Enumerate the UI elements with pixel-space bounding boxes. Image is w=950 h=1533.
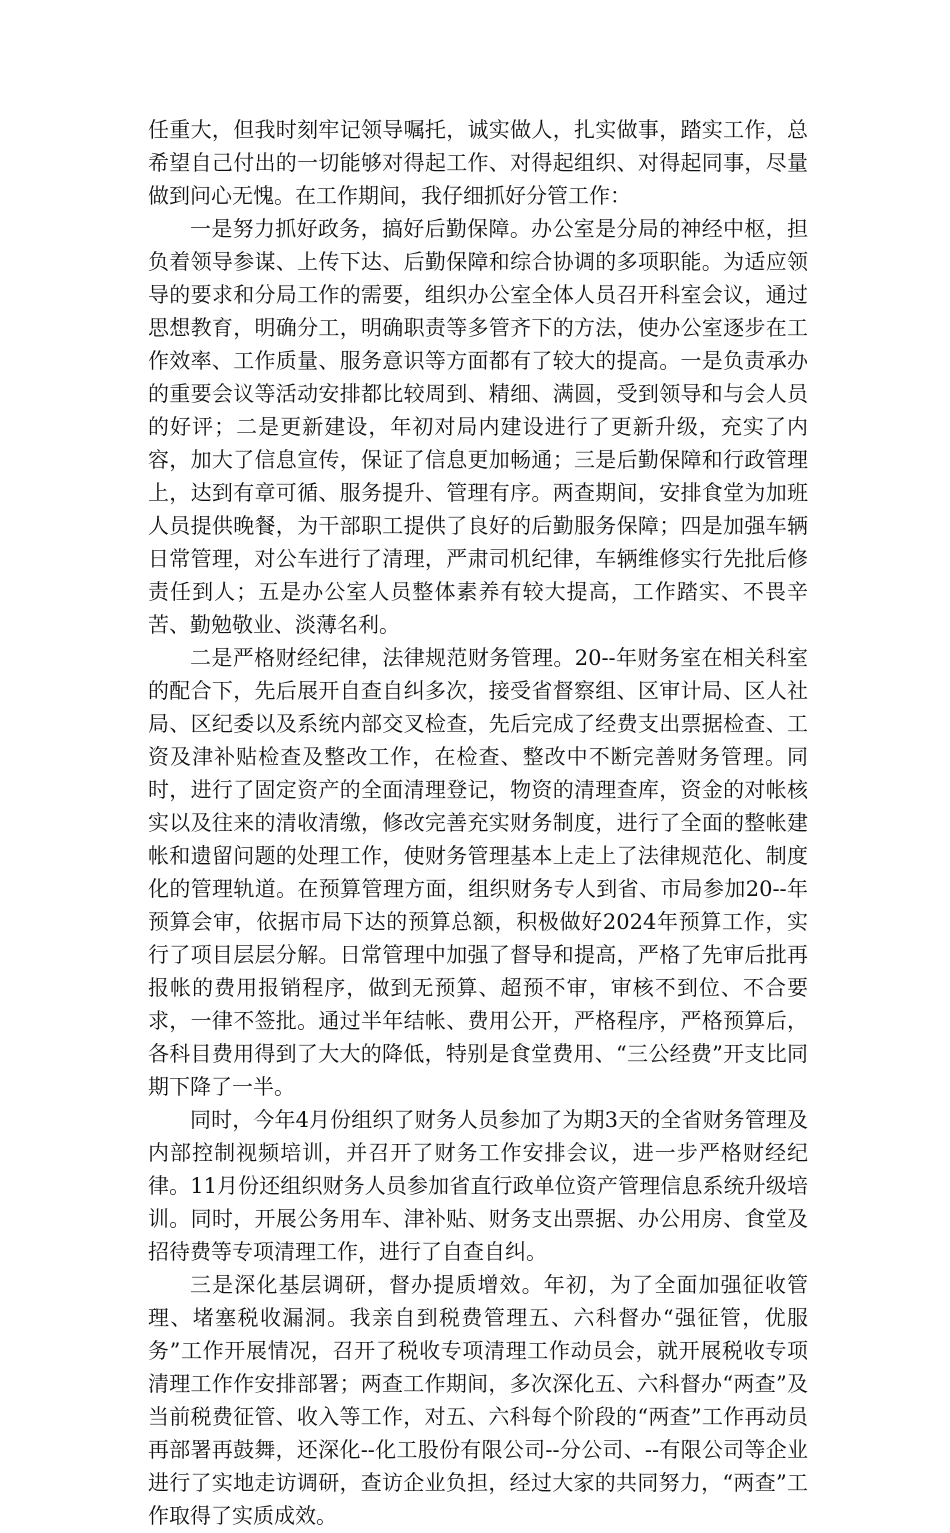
paragraph-grassroots-research: 三是深化基层调研，督办提质增效。年初，为了全面加强征收管理、堵塞税收漏洞。我亲自到税费管理五、六科督办“强征管，优服务”工作开展情况，召开了税收专项清理工作动员会，就开展税收专项清理工作作安排部署；两查工作期间，多次深化五、六科督办“两查”及当前税费征管、收入等工作，对五、六科每个阶段的“两查”工作再动员再部署再鼓舞，还深化--化工股份有限公司--分公司、--有限公司等企业进行了实地走访调研，查访企业负担，经过大家的共同努力，“两查”工作取得了实质成效。 (148, 1273, 808, 1528)
paragraph-office-work: 一是努力抓好政务，搞好后勤保障。办公室是分局的神经中枢，担负着领导参谋、上传下达、后勤保障和综合协调的多项职能。为适应领导的要求和分局工作的需要，组织办公室全体人员召开科室会议，通过思想教育，明确分工，明确职责等多管齐下的方法，使办公室逐步在工作效率、工作质量、服务意识等方面都有了较大的提高。一是负责承办的重要会议等活动安排都比较周到、精细、满圆，受到领导和与会人员的好评；二是更新建设，年初对局内建设进行了更新升级，充实了内容，加大了信息宣传，保证了信息更加畅通；三是后勤保障和行政管理上，达到有章可循、服务提升、管理有序。两查期间，安排食堂为加班人员提供晚餐，为干部职工提供了良好的后勤服务保障；四是加强车辆日常管理，对公车进行了清理，严肃司机纪律，车辆维修实行先批后修责任到人；五是办公室人员整体素养有较大提高，工作踏实、不畏辛苦、勤勉敬业、淡薄名利。 (148, 217, 808, 637)
paragraph-finance-discipline: 二是严格财经纪律，法律规范财务管理。20--年财务室在相关科室的配合下，先后展开自查自纠多次，接受省督察组、区审计局、区人社局、区纪委以及系统内部交叉检查，先后完成了经费支出票据检查、工资及津补贴检查及整改工作，在检查、整改中不断完善财务管理。同时，进行了固定资产的全面清理登记，物资的清理查库，资金的对帐核实以及往来的清收清缴，修改完善充实财务制度，进行了全面的整帐建帐和遗留问题的处理工作，使财务管理基本上走上了法律规范化、制度化的管理轨道。在预算管理方面，组织财务专人到省、市局参加20--年预算会审，依据市局下达的预算总额，积极做好2024年预算工作，实行了项目层层分解。日常管理中加强了督导和提高，严格了先审后批再报帐的费用报销程序，做到无预算、超预不审，审核不到位、不合要求，一律不签批。通过半年结帐、费用公开，严格程序，严格预算后，各科目费用得到了大大的降低，特别是食堂费用、“三公经费”开支比同期下降了一半。 (148, 646, 808, 1099)
paragraph-intro: 任重大，但我时刻牢记领导嘱托，诚实做人，扎实做事，踏实工作，总希望自己付出的一切能够对得起工作、对得起组织、对得起同事，尽量做到问心无愧。在工作期间，我仔细抓好分管工作： (148, 118, 808, 208)
document-body (148, 114, 808, 1533)
paragraph-finance-training: 同时，今年4月份组织了财务人员参加了为期3天的全省财务管理及内部控制视频培训，并召开了财务工作安排会议，进一步严格财经纪律。11月份还组织财务人员参加省直行政单位资产管理信息系统升级培训。同时，开展公务用车、津补贴、财务支出票据、办公用房、食堂及招待费等专项清理工作，进行了自查自纠。 (148, 1108, 808, 1264)
